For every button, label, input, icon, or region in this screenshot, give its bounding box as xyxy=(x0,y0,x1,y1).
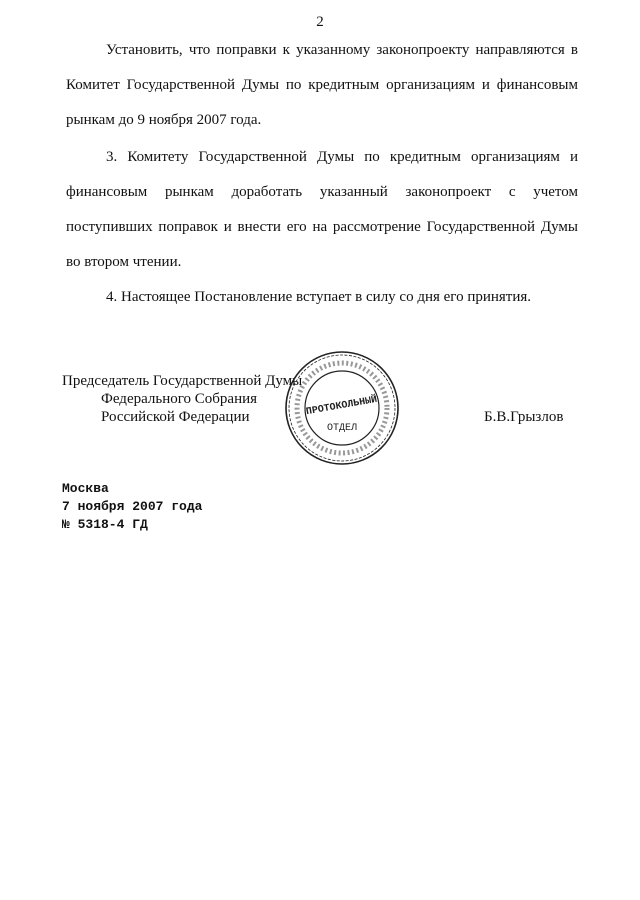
stamp-center-line1: ПРОТОКОЛЬНЫЙ xyxy=(305,394,379,419)
paragraph-committee-task: 3. Комитету Государственной Думы по кредитным организациям и финансовым рынкам доработать указанный законопроект с учетом поступивших поправок и внести его на рассмотрение Государственной Думы во втором чтении. xyxy=(66,149,578,270)
official-stamp xyxy=(284,350,400,466)
footer-document-number: № 5318-4 ГД xyxy=(62,517,148,532)
paragraph-amendments-deadline: Установить, что поправки к указанному законопроекту направляются в Комитет Государственной Думы по кредитным организациям и финансовым рынкам до 9 ноября 2007 года. xyxy=(66,42,578,128)
signer-title-line1: Председатель Государственной Думы xyxy=(62,373,303,389)
signer-name: Б.В.Грызлов xyxy=(484,409,564,425)
footer-date: 7 ноября 2007 года xyxy=(62,499,203,514)
paragraph-effective-date: 4. Настоящее Постановление вступает в силу со дня его принятия. xyxy=(106,289,532,305)
signer-title-line2: Федерального Собрания xyxy=(101,391,258,407)
footer-city: Москва xyxy=(62,481,109,496)
stamp-center-line2: ОТДЕЛ xyxy=(326,423,358,434)
page-number: 2 xyxy=(316,14,324,30)
signer-title-line3: Российской Федерации xyxy=(101,409,250,425)
